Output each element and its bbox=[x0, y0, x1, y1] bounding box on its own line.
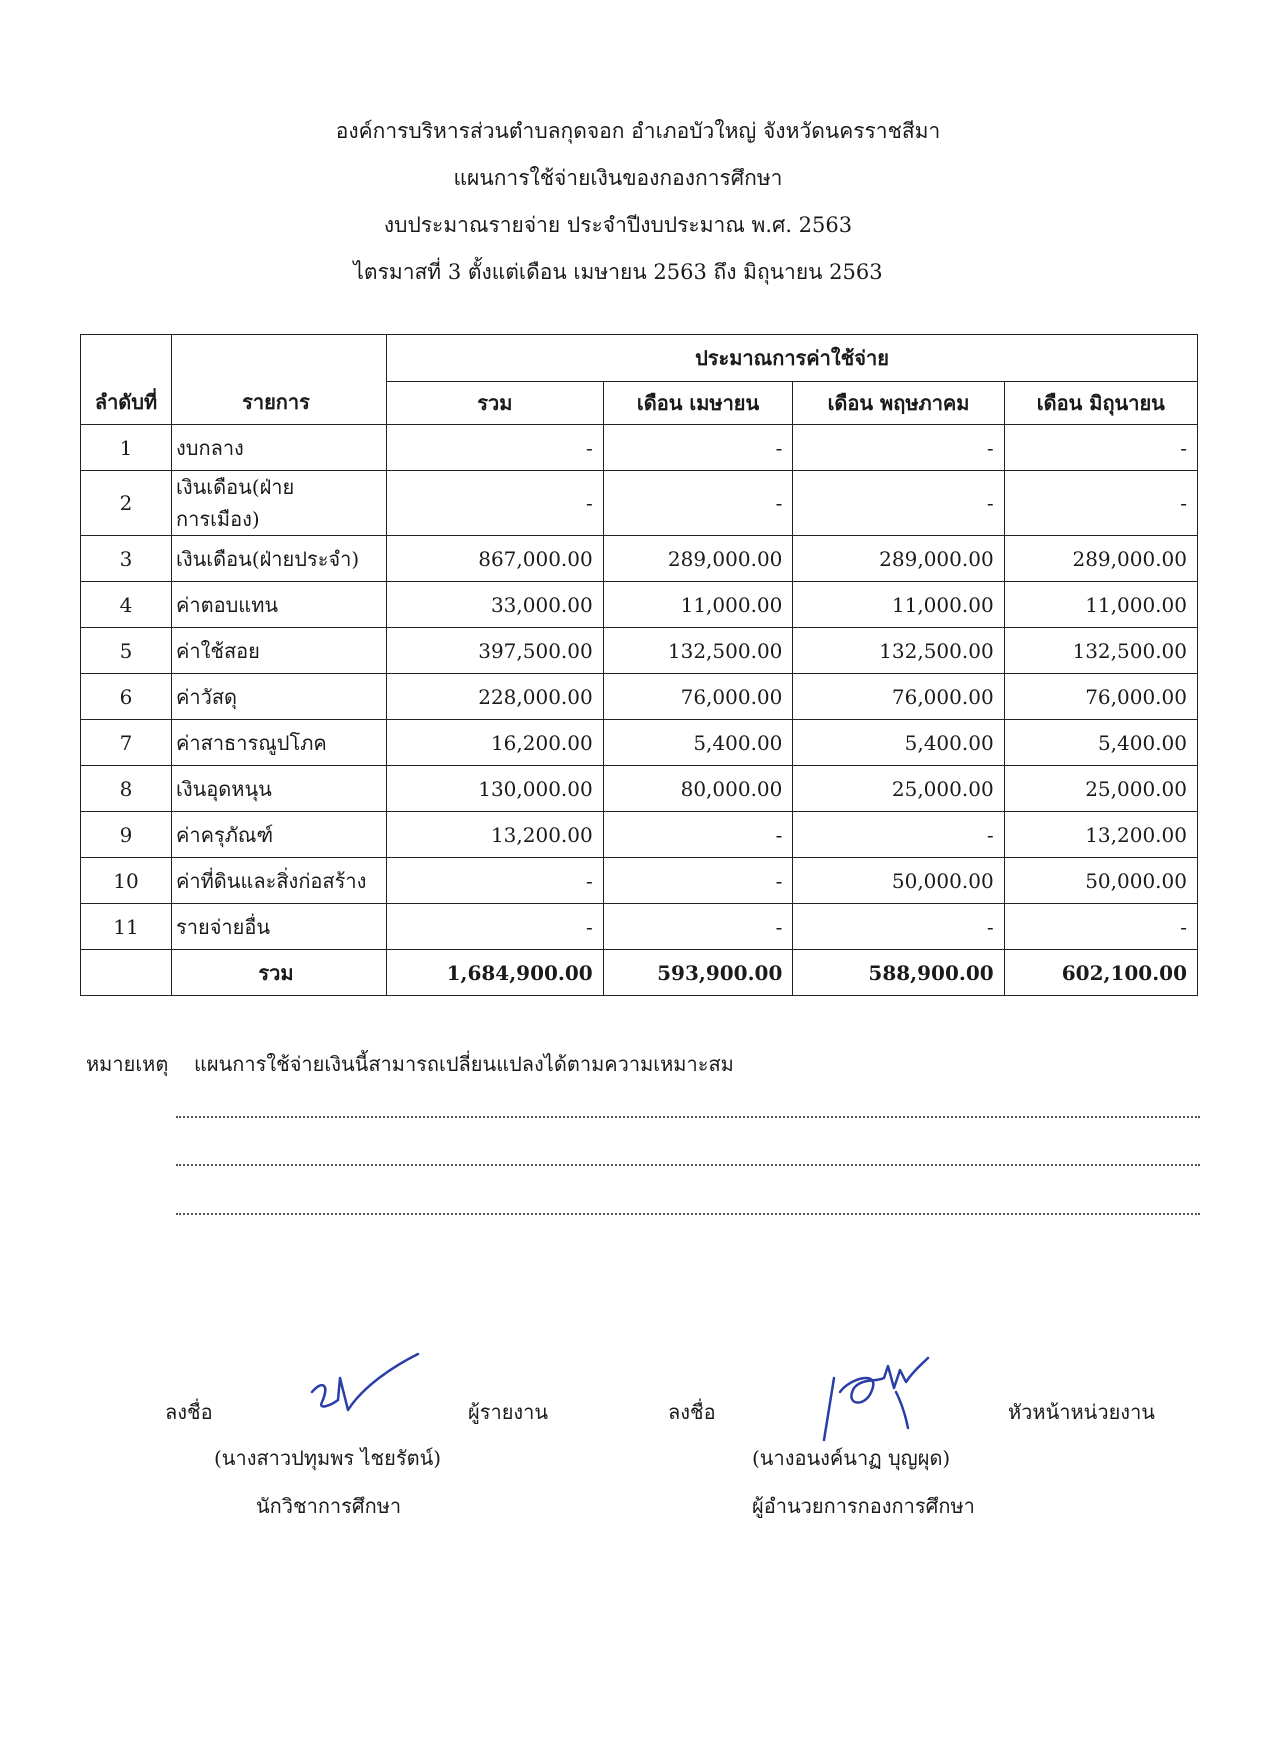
col-header-group: ประมาณการค่าใช้จ่าย bbox=[387, 335, 1198, 382]
row-item: เงินเดือน(ฝ่ายประจำ) bbox=[172, 536, 387, 582]
table-row bbox=[81, 766, 1198, 812]
row-april: 80,000.00 bbox=[603, 766, 793, 812]
row-total: 130,000.00 bbox=[387, 766, 604, 812]
row-may: 5,400.00 bbox=[793, 720, 1004, 766]
dotted-line bbox=[176, 1116, 1200, 1118]
row-june: 25,000.00 bbox=[1004, 766, 1197, 812]
row-june: 132,500.00 bbox=[1004, 628, 1197, 674]
row-april: 289,000.00 bbox=[603, 536, 793, 582]
row-no: 10 bbox=[81, 858, 172, 904]
row-item: ค่าครุภัณฑ์ bbox=[172, 812, 387, 858]
col-header-total: รวม bbox=[387, 382, 604, 425]
table-row bbox=[81, 536, 1198, 582]
col-header-may: เดือน พฤษภาคม bbox=[793, 382, 1004, 425]
right-role-label: หัวหน้าหน่วยงาน bbox=[1008, 1400, 1155, 1424]
row-item: ค่าใช้สอย bbox=[172, 628, 387, 674]
row-total: - bbox=[387, 904, 604, 950]
row-item: เงินเดือน(ฝ่ายการเมือง) bbox=[172, 471, 387, 536]
table-row bbox=[81, 812, 1198, 858]
row-june: - bbox=[1004, 471, 1197, 536]
row-may: 25,000.00 bbox=[793, 766, 1004, 812]
budget-title: งบประมาณรายจ่าย ประจำปีงบประมาณ พ.ศ. 2563 bbox=[383, 213, 853, 237]
row-no: 7 bbox=[81, 720, 172, 766]
total-may: 588,900.00 bbox=[793, 950, 1004, 996]
row-may: - bbox=[793, 904, 1004, 950]
row-no: 2 bbox=[81, 471, 172, 536]
row-no: 8 bbox=[81, 766, 172, 812]
table-row bbox=[81, 425, 1198, 471]
row-may: 132,500.00 bbox=[793, 628, 1004, 674]
total-sum: 1,684,900.00 bbox=[387, 950, 604, 996]
left-signature bbox=[300, 1350, 430, 1430]
row-total: 228,000.00 bbox=[387, 674, 604, 720]
row-item: ค่าวัสดุ bbox=[172, 674, 387, 720]
table-row bbox=[81, 720, 1198, 766]
total-row-no-cell bbox=[81, 950, 172, 996]
row-june: 11,000.00 bbox=[1004, 582, 1197, 628]
document-header bbox=[0, 108, 1276, 296]
row-june: - bbox=[1004, 425, 1197, 471]
row-april: 11,000.00 bbox=[603, 582, 793, 628]
quarter-title: ไตรมาสที่ 3 ตั้งแต่เดือน เมษายน 2563 ถึง มิถุนายน 2563 bbox=[353, 260, 883, 284]
row-june: 50,000.00 bbox=[1004, 858, 1197, 904]
total-label: รวม bbox=[172, 950, 387, 996]
row-may: 289,000.00 bbox=[793, 536, 1004, 582]
budget-table bbox=[80, 334, 1198, 996]
row-no: 9 bbox=[81, 812, 172, 858]
right-signer-name: (นางอนงค์นาฏ บุญผุด) bbox=[752, 1446, 951, 1470]
row-no: 6 bbox=[81, 674, 172, 720]
row-no: 4 bbox=[81, 582, 172, 628]
right-signer-position: ผู้อำนวยการกองการศึกษา bbox=[752, 1494, 975, 1518]
row-april: - bbox=[603, 904, 793, 950]
row-june: 289,000.00 bbox=[1004, 536, 1197, 582]
remark-label: หมายเหตุ bbox=[86, 1052, 169, 1076]
row-item: เงินอุดหนุน bbox=[172, 766, 387, 812]
row-item: ค่าสาธารณูปโภค bbox=[172, 720, 387, 766]
row-no: 5 bbox=[81, 628, 172, 674]
row-no: 11 bbox=[81, 904, 172, 950]
dotted-line bbox=[176, 1164, 1200, 1166]
row-april: 132,500.00 bbox=[603, 628, 793, 674]
table-row bbox=[81, 471, 1198, 536]
row-june: 13,200.00 bbox=[1004, 812, 1197, 858]
row-june: - bbox=[1004, 904, 1197, 950]
row-april: 5,400.00 bbox=[603, 720, 793, 766]
row-item: งบกลาง bbox=[172, 425, 387, 471]
plan-title: แผนการใช้จ่ายเงินของกองการศึกษา bbox=[453, 166, 783, 190]
row-april: 76,000.00 bbox=[603, 674, 793, 720]
table-total-row bbox=[81, 950, 1198, 996]
row-june: 5,400.00 bbox=[1004, 720, 1197, 766]
row-june: 76,000.00 bbox=[1004, 674, 1197, 720]
left-role-label: ผู้รายงาน bbox=[468, 1400, 549, 1424]
left-sign-label: ลงชื่อ bbox=[165, 1400, 213, 1424]
row-item: ค่าที่ดินและสิ่งก่อสร้าง bbox=[172, 858, 387, 904]
table-row bbox=[81, 904, 1198, 950]
table-row bbox=[81, 628, 1198, 674]
table-row bbox=[81, 674, 1198, 720]
row-may: - bbox=[793, 812, 1004, 858]
row-total: 867,000.00 bbox=[387, 536, 604, 582]
row-total: 33,000.00 bbox=[387, 582, 604, 628]
total-june: 602,100.00 bbox=[1004, 950, 1197, 996]
row-april: - bbox=[603, 425, 793, 471]
row-may: - bbox=[793, 425, 1004, 471]
row-april: - bbox=[603, 812, 793, 858]
right-signature bbox=[810, 1348, 940, 1448]
row-total: - bbox=[387, 425, 604, 471]
row-total: 397,500.00 bbox=[387, 628, 604, 674]
col-header-item: รายการ bbox=[172, 335, 387, 425]
col-header-june: เดือน มิถุนายน bbox=[1004, 382, 1197, 425]
row-total: - bbox=[387, 471, 604, 536]
remark bbox=[86, 1048, 734, 1080]
row-total: 16,200.00 bbox=[387, 720, 604, 766]
org-title: องค์การบริหารส่วนตำบลกุดจอก อำเภอบัวใหญ่ จังหวัดนครราชสีมา bbox=[335, 119, 941, 143]
left-signer-name: (นางสาวปทุมพร ไชยรัตน์) bbox=[214, 1446, 442, 1470]
row-item: ค่าตอบแทน bbox=[172, 582, 387, 628]
row-no: 1 bbox=[81, 425, 172, 471]
col-header-no: ลำดับที่ bbox=[81, 335, 172, 425]
row-april: - bbox=[603, 858, 793, 904]
dotted-line bbox=[176, 1213, 1200, 1215]
left-signer-position: นักวิชาการศึกษา bbox=[256, 1494, 402, 1518]
row-may: 11,000.00 bbox=[793, 582, 1004, 628]
remark-text: แผนการใช้จ่ายเงินนี้สามารถเปลี่ยนแปลงได้ตามความเหมาะสม bbox=[194, 1052, 734, 1076]
row-total: - bbox=[387, 858, 604, 904]
table-row bbox=[81, 858, 1198, 904]
row-total: 13,200.00 bbox=[387, 812, 604, 858]
right-sign-label: ลงชื่อ bbox=[668, 1400, 716, 1424]
col-header-april: เดือน เมษายน bbox=[603, 382, 793, 425]
row-item: รายจ่ายอื่น bbox=[172, 904, 387, 950]
row-may: - bbox=[793, 471, 1004, 536]
row-may: 50,000.00 bbox=[793, 858, 1004, 904]
row-no: 3 bbox=[81, 536, 172, 582]
row-april: - bbox=[603, 471, 793, 536]
total-april: 593,900.00 bbox=[603, 950, 793, 996]
table-row bbox=[81, 582, 1198, 628]
row-may: 76,000.00 bbox=[793, 674, 1004, 720]
